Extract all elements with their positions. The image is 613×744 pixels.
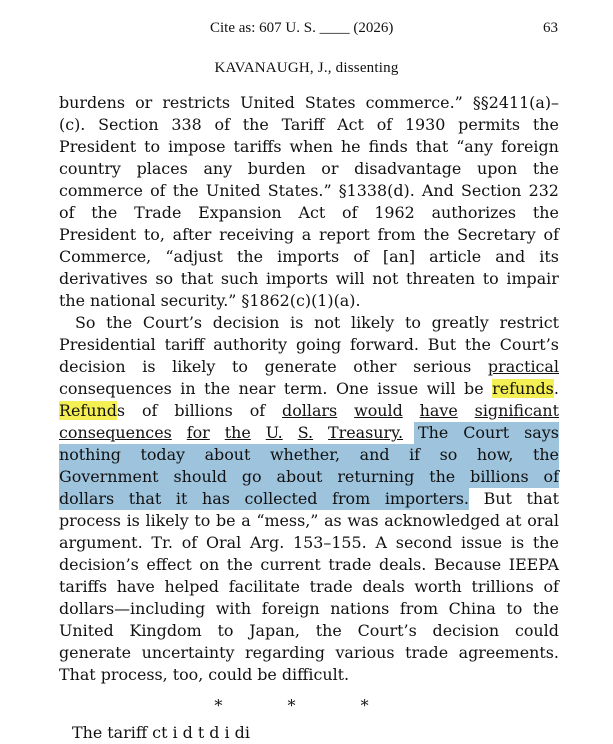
highlight-refund: Refund (59, 401, 117, 420)
highlight-refunds: refunds (492, 379, 554, 398)
text-line: country places any burden or disadvantage upon the (59, 159, 559, 178)
text-line: Presidential tariff authority going forward. But the Court’s (59, 335, 559, 354)
text-line: commerce of the United States.” §1338(d). And Section 232 (59, 181, 559, 200)
text-line: Government should go about returning the billions of (59, 467, 559, 486)
text-line: (c). Section 338 of the Tariff Act of 1930 permits the (59, 115, 559, 134)
text-line: generate uncertainty regarding various trade agreements. (59, 643, 559, 662)
text-line: dollars—including with foreign nations from China to the (59, 599, 559, 618)
text-line: derivatives so that such imports will not threaten to impair (59, 269, 559, 288)
text-line: nothing today about whether, and if so how, the (59, 445, 559, 464)
page-number: 63 (543, 20, 558, 36)
text-line: consequences for the U. S. Treasury. The Court says (59, 423, 559, 442)
citation: Cite as: 607 U. S. ____ (2026) (210, 20, 394, 36)
text-line: That process, too, could be difficult. (59, 665, 350, 684)
text-line: decision’s effect on the current trade deals. Because IEEPA (59, 555, 559, 574)
text-line: burdens or restricts United States commerce.” §§2411(a)– (59, 93, 559, 112)
cut-off-line: The tariff ct i d t d i di (72, 723, 250, 742)
text-line: United Kingdom to Japan, the Court’s decision could (59, 621, 559, 640)
text-line: President to impose tariffs when he finds that “any foreign (59, 137, 559, 156)
text-line: of the Trade Expansion Act of 1962 authorizes the (59, 203, 559, 222)
text-line: Refunds of billions of dollars would have significant (59, 401, 559, 420)
text-line: process is likely to be a “mess,” as was acknowledged at oral (59, 511, 559, 530)
text-line: the national security.” §1862(c)(1)(a). (59, 291, 361, 310)
text-line: dollars that it has collected from importers. But that (59, 489, 559, 508)
opinion-text (59, 92, 559, 686)
text-line: tariffs have helped facilitate trade deals worth trillions of (59, 577, 559, 596)
text-line: President to, after receiving a report from the Secretary of (59, 225, 559, 244)
running-head: KAVANAUGH, J., dissenting (214, 60, 399, 76)
page-header (0, 18, 613, 42)
section-separator: * * * (214, 696, 399, 715)
text-line: argument. Tr. of Oral Arg. 153–155. A second issue is the (59, 533, 559, 552)
text-line: decision is likely to generate other serious practical (59, 357, 559, 376)
text-line: consequences in the near term. One issue will be refunds. (59, 379, 559, 398)
text-line: So the Court’s decision is not likely to greatly restrict (75, 313, 559, 332)
text-line: Commerce, “adjust the imports of [an] article and its (59, 247, 559, 266)
